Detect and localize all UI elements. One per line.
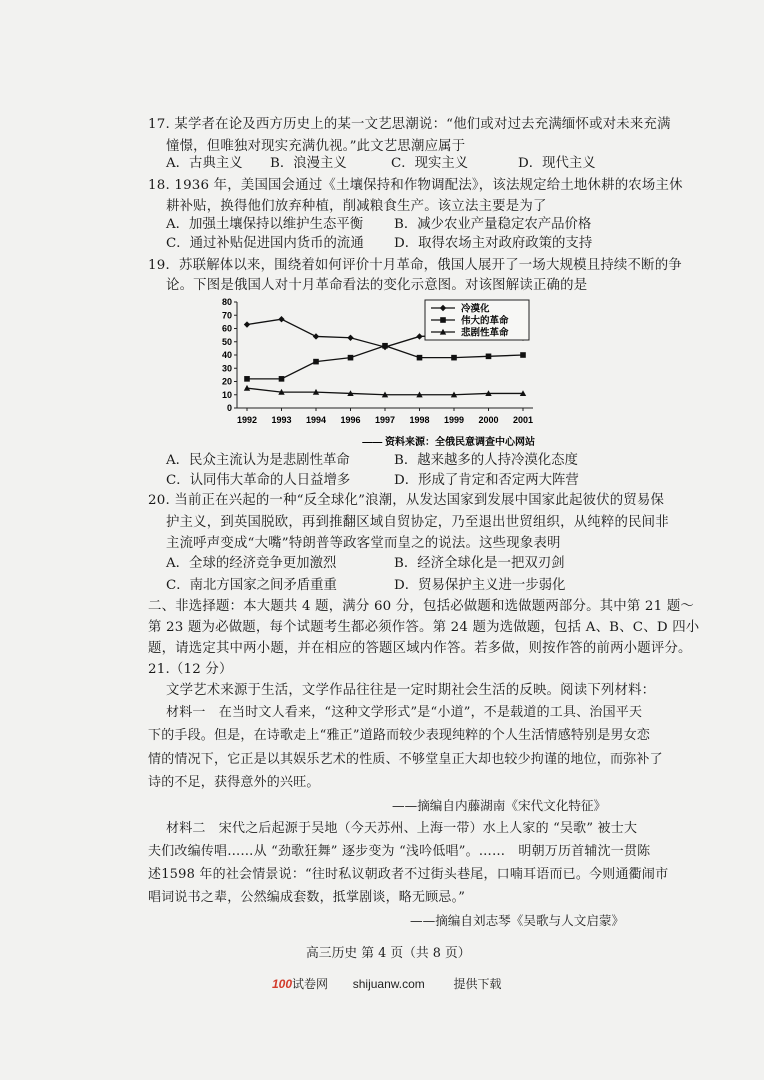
watermark-brand: 试卷网	[292, 977, 329, 991]
material1-line-1: 材料一 在当时文人看来，“这种文学形式”是“小道”，不是载道的工具、治国平天	[166, 705, 643, 720]
data-point	[520, 352, 526, 358]
data-point	[347, 335, 353, 341]
section2-line-3: 题，请选定其中两小题，并在相应的答题区域内作答。若多做，则按作答的前两小题评分。	[148, 641, 692, 656]
q17-option-c: C．现实主义	[391, 156, 469, 171]
q20-option-a: A．全球的经济竞争更加激烈	[166, 556, 337, 571]
q20-option-c: C．南北方国家之间矛盾重重	[166, 578, 337, 593]
legend-label: 冷漠化	[461, 303, 490, 315]
q18-line-2: 耕补贴，换得他们放弃种植，削减粮食生产。该立法主要是为了	[166, 199, 547, 214]
watermark-site: shijuanw.com	[352, 977, 425, 991]
material1-line-2: 下的手段。但是，在诗歌走上“雅正”道路而较少表现纯粹的个人生活情感特别是男女恋	[148, 728, 651, 743]
q20-line-1: 20. 当前正在兴起的一种“反全球化”浪潮，从发达国家到发展中国家此起彼伏的贸易保	[148, 493, 665, 508]
q20-line-2: 护主义，到英国脱欧，再到推翻区域自贸协定，乃至退出世贸组织，从纯粹的民间非	[166, 515, 669, 530]
q19-option-a: A．民众主流认为是悲剧性革命	[166, 453, 350, 468]
q19-line-1: 19．苏联解体以来，围绕着如何评价十月革命，俄国人展开了一场大规模且持续不断的争	[148, 258, 682, 273]
q21-intro: 文学艺术来源于生活，文学作品往往是一定时期社会生活的反映。阅读下列材料：	[166, 683, 656, 698]
data-point	[486, 354, 492, 360]
y-tick-label: 0	[226, 403, 232, 413]
q20-option-b: B．经济全球化是一把双刃剑	[394, 556, 565, 571]
y-tick-label: 60	[221, 323, 232, 334]
q19-option-c: C．认同伟大革命的人日益增多	[166, 473, 351, 488]
x-tick-label: 1997	[374, 415, 396, 425]
series-3	[244, 385, 526, 397]
legend-label: 悲剧性革命	[461, 327, 509, 339]
x-tick-label: 1994	[305, 415, 327, 425]
y-tick-label: 80	[221, 297, 232, 307]
x-tick-label: 1998	[409, 415, 430, 425]
q18-option-b: B．减少农业产量稳定农产品价格	[394, 217, 592, 232]
y-tick-label: 50	[221, 336, 232, 347]
october-revolution-chart	[215, 294, 555, 454]
legend-label: 伟大的革命	[461, 315, 509, 327]
data-point	[451, 355, 457, 361]
q18-option-a: A．加强土壤保持以维护生态平衡	[166, 217, 364, 232]
watermark-logo: 100	[272, 977, 293, 991]
data-point	[313, 333, 319, 339]
y-tick-label: 40	[221, 350, 232, 360]
data-point	[278, 316, 284, 322]
y-tick-label: 20	[221, 376, 232, 387]
section2-line-2: 第 23 题为必做题，每个试题考生都必须作答。第 24 题为选做题，包括 A、B、C、D 四小	[148, 620, 700, 635]
q17-option-a: A．古典主义	[166, 156, 243, 171]
x-tick-labels	[237, 408, 533, 425]
watermark	[272, 975, 501, 992]
q17-line-1: 17. 某学者在论及西方历史上的某一文艺思潮说：“他们或对过去充满缅怀或对未来充满	[148, 117, 671, 132]
q19-option-b: B．越来越多的人持冷漠化态度	[394, 453, 578, 468]
data-point	[244, 376, 250, 382]
q19-option-d: D．形成了肯定和否定两大阵营	[394, 473, 579, 488]
q20-option-d: D．贸易保护主义进一步弱化	[394, 578, 566, 593]
chart-legend	[425, 300, 529, 340]
q18-line-1: 18. 1936 年，美国国会通过《土壤保持和作物调配法》，该法规定给土地休耕的农场主休	[148, 178, 683, 193]
material2-line-4: 唱词说书之辈，公然编成套数，抵掌剧谈，略无顾忌。”	[148, 890, 466, 905]
data-point	[382, 343, 388, 349]
data-point	[348, 355, 354, 361]
material1-source: ——摘编自内藤湖南《宋代文化特征》	[392, 798, 607, 813]
y-tick-label: 10	[221, 389, 232, 400]
x-tick-label: 1996	[340, 415, 361, 425]
x-tick-label: 2000	[478, 415, 499, 425]
series-line	[247, 346, 523, 379]
q21-header: 21.（12 分）	[148, 662, 233, 677]
material2-line-2: 夫们改编传唱……从 “劲歌狂舞” 逐步变为 “浅吟低唱”。…… 明朝万历首辅沈一贯陈	[148, 844, 651, 859]
data-point	[279, 376, 285, 382]
page-footer: 高三历史 第 4 页（共 8 页）	[306, 946, 471, 961]
data-point	[313, 359, 319, 365]
data-point	[417, 355, 423, 361]
x-tick-label: 1992	[236, 415, 258, 425]
x-tick-label: 1999	[443, 415, 465, 425]
y-tick-label: 70	[221, 310, 232, 321]
legend-swatch-marker	[440, 317, 446, 323]
section2-line-1: 二、非选择题：本大题共 4 题，满分 60 分，包括必做题和选做题两部分。其中第 21 题～	[148, 599, 695, 614]
chart-source: —— 资料来源：全俄民意调查中心网站	[362, 437, 535, 448]
x-tick-label: 2001	[512, 415, 534, 425]
q20-line-3: 主流呼声变成“大嘴”特朗普等政客堂而皇之的说法。这些现象表明	[166, 536, 561, 551]
y-tick-label: 30	[221, 363, 232, 374]
data-point	[416, 333, 422, 339]
q17-option-d: D．现代主义	[518, 156, 596, 171]
material2-line-3: 述1598 年的社会情景说：“往时私议朝政者不过街头巷尾，口喃耳语而已。今则通衢闹市	[148, 867, 669, 882]
x-tick-label: 1993	[271, 415, 292, 425]
q17-option-b: B．浪漫主义	[270, 156, 347, 171]
material2-source: ——摘编自刘志琴《吴歌与人文启蒙》	[410, 913, 625, 928]
watermark-action: 提供下载	[453, 977, 502, 991]
q19-line-2: 论。下图是俄国人对十月革命看法的变化示意图。对该图解读正确的是	[166, 278, 588, 293]
q17-line-2: 憧憬，但唯独对现实充满仇视。”此文艺思潮应属于	[166, 139, 466, 154]
material2-line-1: 材料二 宋代之后起源于吴地（今天苏州、上海一带）水上人家的 “吴歌” 被士大	[166, 821, 638, 836]
y-tick-labels	[222, 297, 237, 413]
material1-line-3: 情的情况下，它正是以其娱乐艺术的性质、不够堂皇正大却也较少拘谨的地位，而弥补了	[148, 752, 663, 767]
data-point	[244, 321, 250, 327]
q18-option-d: D．取得农场主对政府政策的支持	[394, 236, 593, 251]
q18-option-c: C．通过补贴促进国内货币的流通	[166, 236, 364, 251]
material1-line-4: 诗的不足，获得意外的兴旺。	[148, 775, 320, 790]
